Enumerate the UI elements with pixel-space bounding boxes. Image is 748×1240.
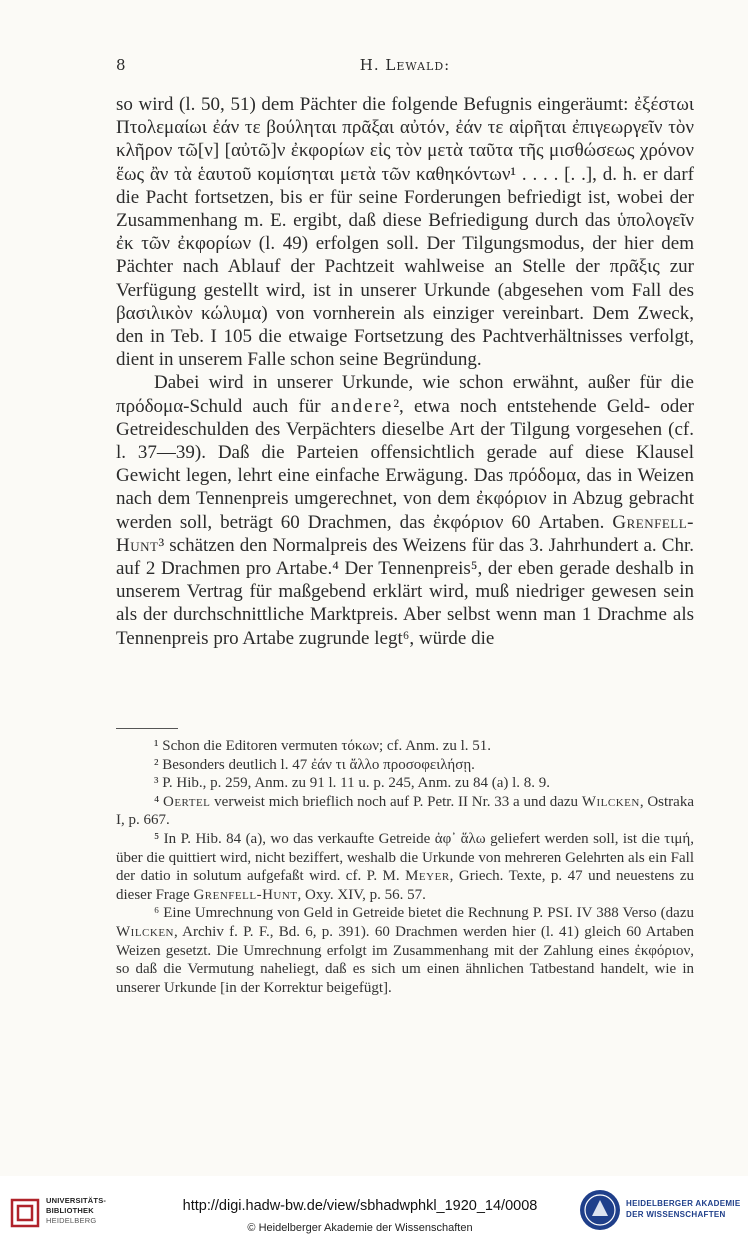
paragraph-2	[116, 371, 694, 649]
academy-logo[interactable]	[578, 1188, 744, 1236]
academy-name	[626, 1198, 744, 1220]
footnotes	[116, 737, 694, 997]
paragraph-2-part-a: Dabei wird in unserer Urkunde, wie schon erwähnt, außer für die πρόδομα-Schuld auch für	[116, 372, 694, 417]
academy-line-1: HEIDELBERGER AKADEMIE	[626, 1199, 741, 1208]
academy-seal-icon	[578, 1188, 622, 1232]
footnote-4-end: , Ostraka I, p. 667.	[116, 793, 694, 829]
library-name	[46, 1196, 156, 1226]
paragraph-2-part-c: ³ schätzen den Normalpreis des Weizens für das 3. Jahrhundert a. Chr. auf 2 Drachmen pro Artabe.⁴ Der Tennenpreis⁵, der eben gerade deshalb in unserem Vertrag für maßgebend erklärt wird, muß niedriger gewesen sein als der durchschnittliche Marktpreis. Aber selbst wenn man 1 Drachme als Tennenpreis pro Artabe zugrunde legt⁶, würde die	[116, 534, 694, 649]
footnote-5-end: , Oxy. XIV, p. 56. 57.	[297, 886, 426, 903]
library-line-1: UNIVERSITÄTS-	[46, 1196, 107, 1205]
footnote-6-text: ⁶ Eine Umrechnung von Geld in Getreide bietet die Rechnung P. PSI. IV 388 Verso (dazu	[154, 905, 694, 922]
author-wilcken: Wilcken	[581, 793, 640, 810]
author-oertel: Oertel	[163, 793, 211, 810]
running-head	[116, 56, 694, 80]
main-text	[116, 93, 694, 650]
footnote-rule	[116, 728, 178, 729]
author-grenfell-hunt: Grenfell-Hunt	[116, 511, 694, 556]
footnote-4	[116, 793, 694, 830]
footnote-5-text: ⁵ In P. Hib. 84 (a), wo das verkaufte Getreide ἀφ᾿ ἅλω geliefert werden soll, ist die τιμή, über die quittiert wird, nicht beziffert, weshalb die Urkunde von mehreren Gelehrten als ein Fall der datio in solutum aufgefaßt wird. cf. P. M.	[116, 830, 694, 885]
footer-bar	[0, 1176, 748, 1240]
library-mark-icon	[10, 1196, 40, 1230]
emphasis-andere: andere	[330, 395, 394, 417]
footnote-4-marker: ⁴	[154, 793, 163, 810]
footnote-2: ² Besonders deutlich l. 47 ἐάν τι ἄλλο προσοφειλήσῃ.	[154, 756, 475, 773]
footnote-6	[116, 904, 694, 997]
paragraph-1: so wird (l. 50, 51) dem Pächter die folgende Befugnis eingeräumt: ἐξέστωι Πτολεμαίωι ἐάν τε βούληται πρᾶξαι αὐτόν, ἐάν τε αἱρῆται ἐπιγεωργεῖν τὸν κλῆρον τῶ[ν] [αὐτῶ]ν ἐκφορίων εἰς τὸν μετὰ ταῦτα τῆς μισθώσεως χρόνον ἕως ἂν τὰ ἑαυτοῦ κομίσηται μετὰ τῶν καθηκόντων¹ . . . . [. .], d. h. er darf die Pacht fortsetzen, bis er für seine Forderungen befriedigt ist, wobei der Zusammenhang m. E. ergibt, daß diese Befriedigung durch das ὑπολογεῖν ἐκ τῶν ἐκφορίων (l. 49) erfolgen soll. Der Tilgungsmodus, der hier dem Pächter nach Ablauf der Pachtzeit wahlweise an Stelle der πρᾶξις zur Verfügung gestellt wird, ist in unserer Urkunde (abgesehen vom Fall des βασιλικὸν κώλυμα) von vornherein als einziger vereinbart. Dem Zweck, den in Teb. I 105 die etwaige Fortsetzung des Pachtverhältnisses verfolgt, dient in unserem Falle schon seine Begründung.	[116, 94, 694, 371]
footnote-5-middle: , Griech. Texte, p. 47 und neuestens zu dieser Frage	[116, 868, 694, 903]
footnote-4-text: verweist mich brieflich noch auf P. Petr. II Nr. 33 a und dazu	[210, 793, 582, 810]
author-wilcken-note: Wilcken	[116, 923, 174, 940]
footnote-1: ¹ Schon die Editoren vermuten τόκων; cf. Anm. zu l. 51.	[154, 738, 492, 754]
copyright-notice: © Heidelberger Akademie der Wissenschaften	[247, 1222, 473, 1234]
library-line-3: HEIDELBERG	[46, 1216, 97, 1225]
paragraph-2-part-b: ², etwa noch entstehende Geld- oder Getreideschulden des Verpächters dieselbe Art der Tilgung vorgesehen (cf. l. 37—39). Daß die Parteien offensichtlich gerade auf diese Klausel Gewicht legen, lehrt eine einfache Erwägung. Das πρόδομα, das in Weizen nach dem Tennenpreis umgerechnet, von dem ἐκφόριον in Abzug gebracht werden soll, beträgt 60 Drachmen, das ἐκφόριον 60 Artaben.	[116, 395, 695, 533]
library-logo[interactable]	[10, 1194, 150, 1234]
permalink-url[interactable]: http://digi.hadw-bw.de/view/sbhadwphkl_1920_14/0008	[182, 1198, 538, 1214]
running-title: H. Lewald:	[359, 56, 451, 74]
library-line-2: BIBLIOTHEK	[46, 1206, 94, 1215]
page-number: 8	[116, 56, 127, 74]
footnote-5	[116, 830, 694, 904]
footnote-6-end: , Archiv f. P. F., Bd. 6, p. 391). 60 Drachmen werden hier (l. 41) gleich 60 Artaben Weizen gesetzt. Die Umrechnung erfolgt im Zusammenhang mit der Zahlung eines ἐκφόριον, so daß die Vermutung naheliegt, daß es sich um einen ähnlichen Tatbestand handelt, wie in unserer Urkunde [in der Korrektur beigefügt].	[116, 923, 694, 996]
author-meyer: Meyer	[405, 868, 450, 885]
author-grenfell-hunt-note: Grenfell-Hunt	[193, 886, 298, 903]
footnote-3: ³ P. Hib., p. 259, Anm. zu 91 l. 11 u. p. 245, Anm. zu 84 (a) l. 8. 9.	[154, 775, 551, 792]
academy-line-2: DER WISSENSCHAFTEN	[626, 1210, 726, 1219]
